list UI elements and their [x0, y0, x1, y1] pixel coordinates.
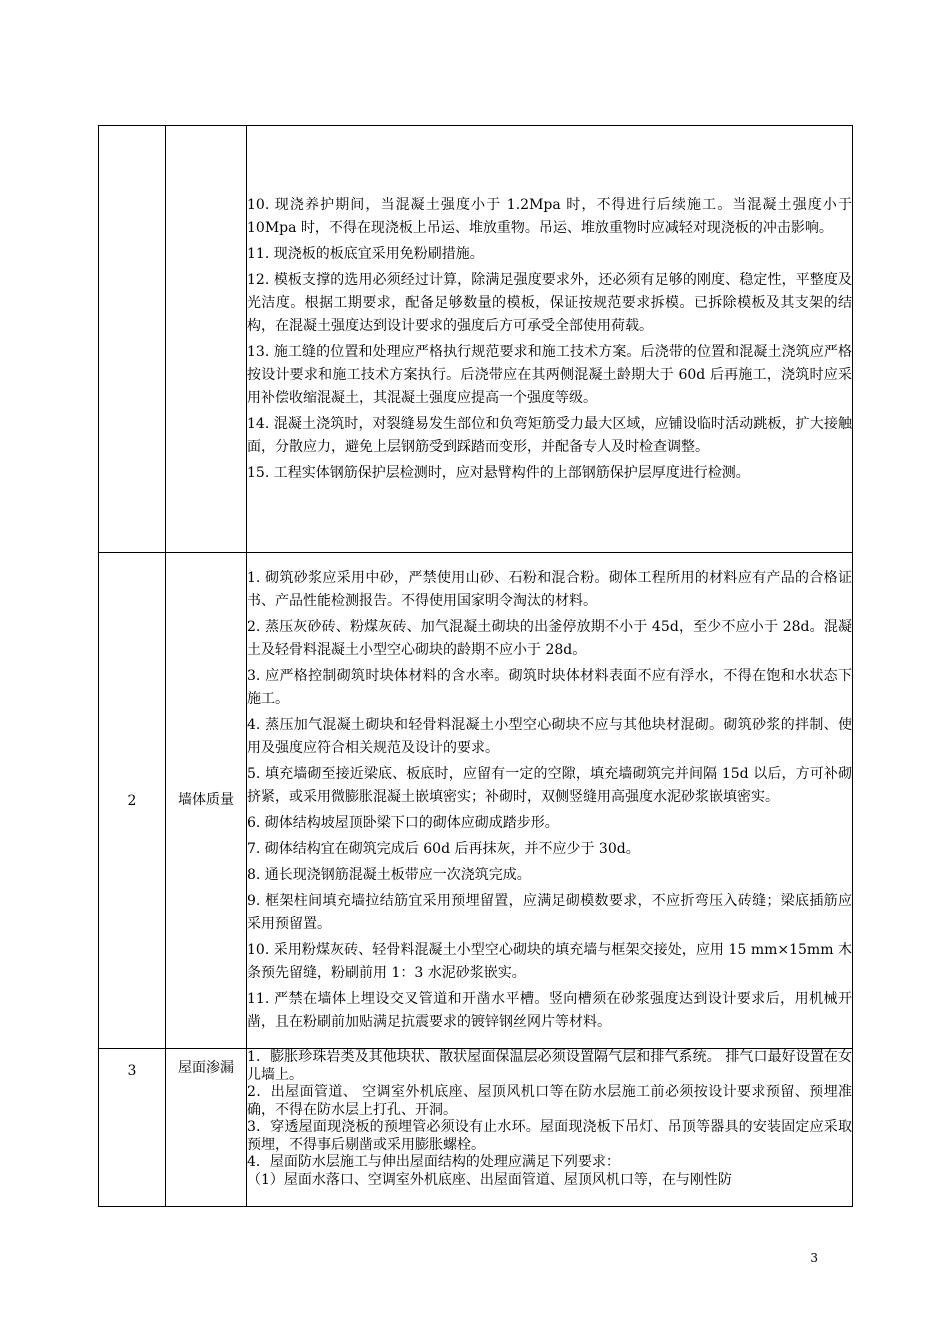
row-category-cell: 屋面渗漏: [166, 1049, 247, 1207]
row-content-cell: [247, 1049, 853, 1207]
row-number-cell: 2: [99, 553, 166, 1049]
list-item: 3. 应严格控制砌筑时块体材料的含水率。砌筑时块体材料表面不应有浮水，不得在饱和水状态下施工。: [247, 668, 852, 707]
list-item: 9. 框架柱间填充墙拉结筋宜采用预埋留置，应满足砌模数要求，不应折弯压入砖缝；梁底插筋应采用预留置。: [247, 893, 852, 932]
table-row: [99, 1049, 853, 1207]
list-item: 4．屋面防水层施工与伸出屋面结构的处理应满足下列要求：: [247, 1154, 620, 1170]
row-content-cell: [247, 553, 853, 1049]
list-item: 12. 模板支撑的选用必须经过计算，除满足强度要求外，还必须有足够的刚度、稳定性，平整度及光洁度。根据工期要求，配备足够数量的模板，保证按规范要求拆模。已拆除模板及其支架的结构，在混凝土强度达到设计要求的强度后方可承受全部使用荷载。: [247, 271, 852, 334]
list-item: （1）屋面水落口、空调室外机底座、出屋面管道、屋顶风机口等，在与刚性防: [247, 1171, 732, 1188]
list-item: 15. 工程实体钢筋保护层检测时，应对悬臂构件的上部钢筋保护层厚度进行检测。: [247, 464, 750, 481]
row-number-cell: [99, 126, 166, 553]
list-item: 4. 蒸压加气混凝土砌块和轻骨料混凝土小型空心砌块不应与其他块材混砌。砌筑砂浆的拌制、使用及强度应符合相关规范及设计的要求。: [247, 717, 852, 756]
list-item: 10. 采用粉煤灰砖、轻骨料混凝土小型空心砌块的填充墙与框架交接处，应用 15 mm×15mm 木条预先留缝，粉刷前用 1：3 水泥砂浆嵌实。: [247, 942, 852, 981]
row-category-cell: [166, 126, 247, 553]
list-item: 11. 现浇板的板底宜采用免粉刷措施。: [247, 245, 484, 262]
list-item: 10. 现浇养护期间，当混凝土强度小于 1.2Mpa 时，不得进行后续施工。当混凝土强度小于 10Mpa 时，不得在现浇板上吊运、堆放重物。吊运、堆放重物时应减轻对现浇板的冲击影响。: [247, 196, 852, 236]
list-item: 2. 蒸压灰砂砖、粉煤灰砖、加气混凝土砌块的出釜停放期不小于 45d，至少不应小于 28d。混凝土及轻骨料混凝土小型空心砌块的龄期不应小于 28d。: [247, 619, 852, 658]
page-number: 3: [810, 1251, 818, 1265]
list-item: 7. 砌体结构宜在砌筑完成后 60d 后再抹灰，并不应少于 30d。: [247, 841, 640, 857]
list-item: 5. 填充墙砌至接近梁底、板底时，应留有一定的空隙，填充墙砌筑完并间隔 15d 以后，方可补砌挤紧，或采用微膨胀混凝土嵌填密实；补砌时，双侧竖缝用高强度水泥砂浆嵌填密实。: [247, 766, 852, 805]
list-item: 13. 施工缝的位置和处理应严格执行规范要求和施工技术方案。后浇带的位置和混凝土浇筑应严格按设计要求和施工技术方案执行。后浇带应在其两侧混凝土龄期大于 60d 后再施工，浇筑时应采用补偿收缩混凝土，其混凝土强度应提高一个强度等级。: [247, 343, 852, 406]
list-item: 2．出屋面管道、 空调室外机底座、屋顶风机口等在防水层施工前必须按设计要求预留、预埋准确，不得在防水层上打孔、开洞。: [247, 1084, 852, 1118]
table-row: [99, 126, 853, 553]
specification-table: [98, 125, 853, 1207]
row-content-cell: [247, 126, 853, 553]
list-item: 8. 通长现浇钢筋混凝土板带应一次浇筑完成。: [247, 867, 531, 883]
row-number-cell: 3: [99, 1049, 166, 1207]
list-item: 1. 砌筑砂浆应采用中砂，严禁使用山砂、石粉和混合粉。砌体工程所用的材料应有产品的合格证书、产品性能检测报告。不得使用国家明令淘汰的材料。: [247, 570, 852, 609]
list-item: 14. 混凝土浇筑时，对裂缝易发生部位和负弯矩筋受力最大区域，应铺设临时活动跳板，扩大接触面，分散应力，避免上层钢筋受到踩踏而变形，并配备专人及时检查调整。: [247, 415, 852, 455]
list-item: 6. 砌体结构坡屋顶卧梁下口的砌体应砌成踏步形。: [247, 815, 559, 831]
list-item: 1．膨胀珍珠岩类及其他块状、散状屋面保温层必须设置隔气层和排气系统。 排气口最好设置在女儿墙上。: [247, 1049, 852, 1083]
list-item: 3．穿透屋面现浇板的预埋管必须设有止水环。屋面现浇板下吊灯、吊顶等器具的安装固定应采取预埋，不得事后剔凿或采用膨胀螺栓。: [247, 1119, 852, 1153]
table-row: [99, 553, 853, 1049]
row-category-cell: 墙体质量: [166, 553, 247, 1049]
list-item: 11. 严禁在墙体上埋设交叉管道和开凿水平槽。竖向槽须在砂浆强度达到设计要求后，用机械开凿，且在粉刷前加贴满足抗震要求的镀锌钢丝网片等材料。: [247, 991, 852, 1030]
